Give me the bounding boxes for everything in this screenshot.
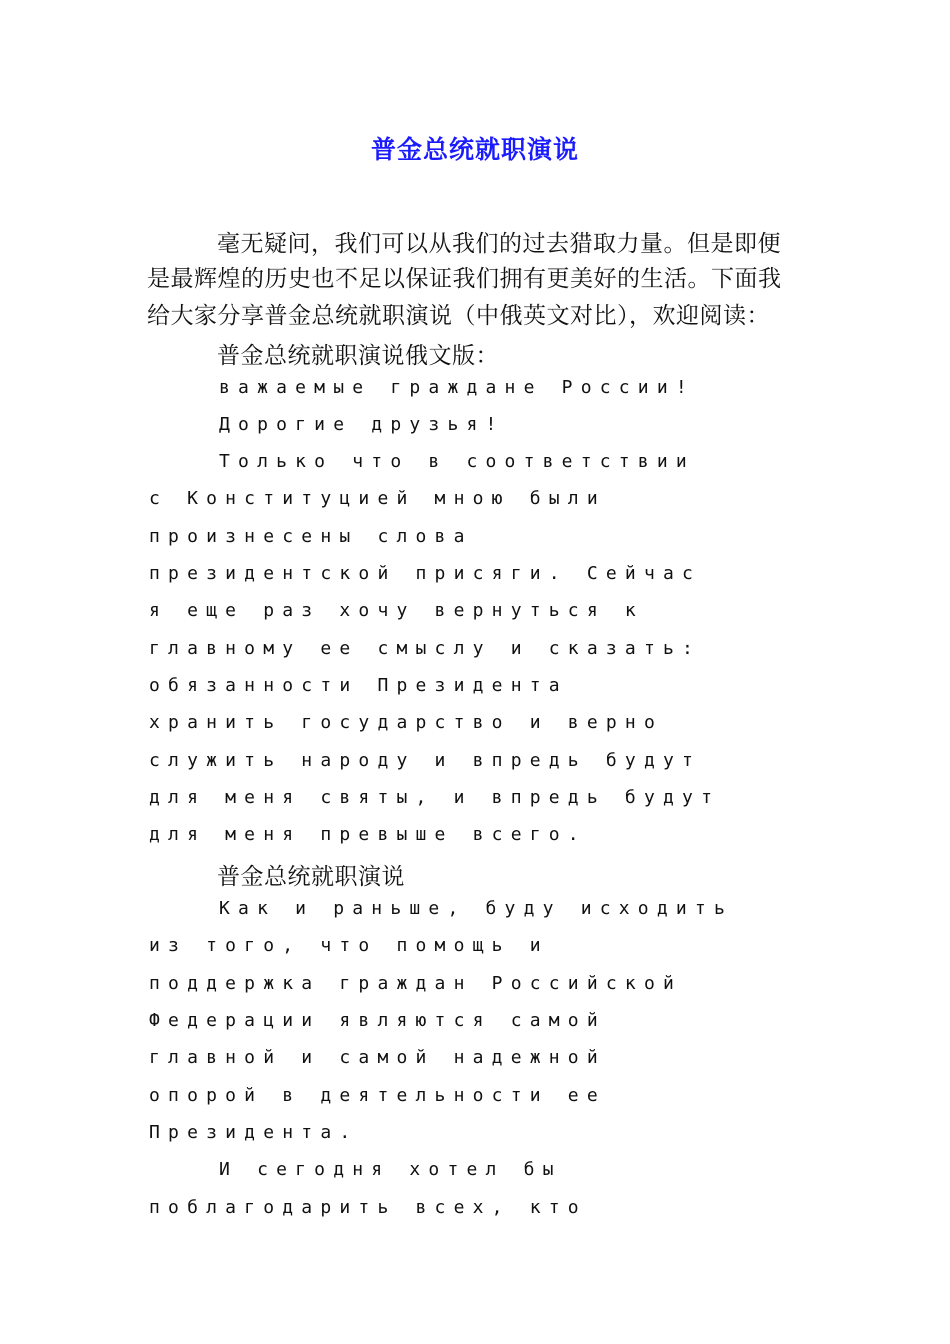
russian-text-line: поблагодарить всех, кто [149,1197,587,1218]
russian-text-line: Федерации являются самой [149,1010,606,1031]
paragraph-line: 给大家分享普金总统就职演说（中俄英文对比），欢迎阅读： [147,303,770,329]
russian-text-line: из того, что помощь и [149,935,549,956]
russian-text-line: с Конституцией мною были [149,488,606,509]
section-heading: 普金总统就职演说 [217,864,405,890]
russian-text-line: я еще раз хочу вернуться к [149,600,644,621]
document-title: 普金总统就职演说 [370,135,579,164]
russian-text-line: опорой в деятельности ее [149,1085,606,1106]
russian-text-line: произнесены слова [149,526,473,547]
russian-text-line: хранить государство и верно [149,712,663,733]
russian-text-line: для меня превыше всего. [149,824,587,845]
russian-text-line: поддержка граждан Российской [149,973,683,994]
russian-text-line: обязанности Президента [149,675,568,696]
russian-text-line: Только что в соответствии [219,451,695,472]
russian-text-line: президентской присяги. Сейчас [149,563,702,584]
section-heading: 普金总统就职演说俄文版： [217,343,499,369]
russian-text-line: служить народу и впредь будут [149,750,702,771]
paragraph-line: 是最辉煌的历史也不足以保证我们拥有更美好的生活。下面我 [147,266,782,292]
russian-text-line: важаемые граждане России! [219,377,695,398]
paragraph-line: 毫无疑问，我们可以从我们的过去猎取力量。但是即便 [217,231,781,257]
russian-text-line: Президента. [149,1122,359,1143]
russian-text-line: Дорогие друзья! [219,414,505,435]
russian-text-line: главному ее смыслу и сказать: [149,638,702,659]
russian-text-line: для меня святы, и впредь будут [149,787,721,808]
russian-text-line: И сегодня хотел бы [219,1159,562,1180]
russian-text-line: главной и самой надежной [149,1047,606,1068]
russian-text-line: Как и раньше, буду исходить [219,898,733,919]
